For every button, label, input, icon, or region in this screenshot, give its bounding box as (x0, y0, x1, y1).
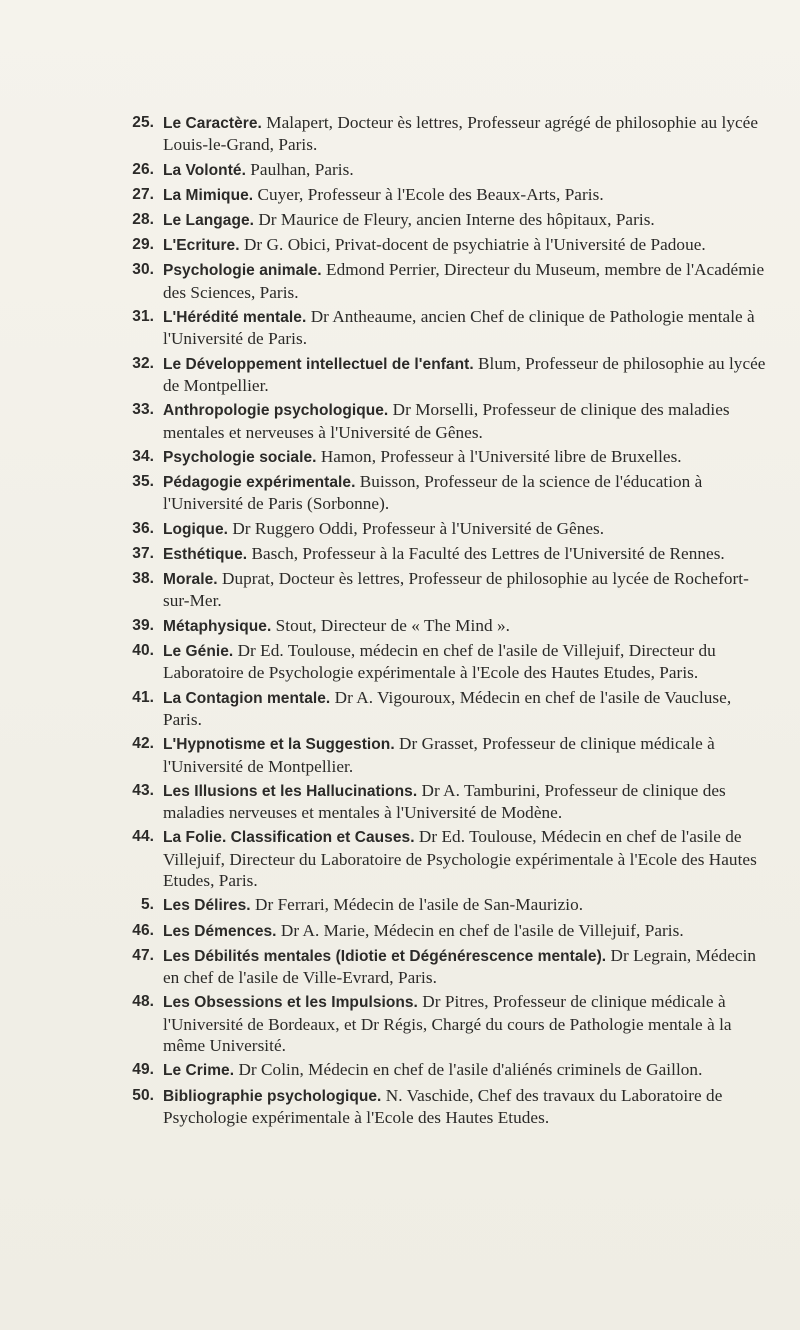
entry-number: 47. (132, 946, 154, 964)
entry-description: Basch, Professeur à la Faculté des Lettres de l'Université de Rennes. (251, 543, 725, 563)
entry-title: La Contagion mentale. (163, 689, 331, 707)
entry-number: 41. (132, 688, 154, 706)
entry-description: Dr Ed. Toulouse, Médecin en chef de l'asile de Villejuif, Directeur du Laboratoire de Psychologie expérimentale à l'Ecole des Hautes Etudes, Paris. (163, 827, 757, 891)
list-item (120, 112, 770, 156)
list-item (120, 259, 770, 303)
entry-description: Blum, Professeur de philosophie au lycée de Montpellier. (163, 353, 766, 396)
entry-description: N. Vaschide, Chef des travaux du Laboratoire de Psychologie expérimentale à l'Ecole des Hautes Etudes. (163, 1085, 723, 1127)
entry-title: Le Crime. (163, 1062, 235, 1080)
entry-description: Dr Morselli, Professeur de clinique des maladies mentales et nerveuses à l'Université de Gênes. (163, 400, 730, 442)
entry-number: 31. (132, 308, 154, 326)
entry-number: 28. (132, 211, 154, 229)
list-item (120, 640, 770, 684)
entry-title: La Volonté. (163, 161, 246, 179)
entry-number: 49. (132, 1061, 154, 1079)
entry-description: Stout, Directeur de « The Mind ». (275, 615, 510, 635)
list-item (120, 733, 770, 777)
series-list (120, 112, 770, 1131)
entry-number: 50. (132, 1086, 154, 1104)
list-item (120, 543, 770, 565)
entry-number: 40. (132, 641, 154, 659)
entry-title: Le Caractère. (163, 115, 262, 132)
entry-title: Esthétique. (163, 545, 248, 563)
entry-number: 48. (132, 993, 154, 1011)
entry-number: 33. (132, 401, 154, 419)
entry-title: La Folie. Classification et Causes. (163, 829, 415, 847)
list-item (120, 184, 770, 206)
entry-title: Les Débilités mentales (Idiotie et Dégénérescence mentale). (163, 947, 607, 965)
entry-description: Dr Ed. Toulouse, médecin en chef de l'asile de Villejuif, Directeur du Laboratoire de Psychologie expérimentale à l'Ecole des Hautes Etudes, Paris. (163, 640, 716, 683)
entry-title: Morale. (163, 571, 218, 589)
entry-number: 43. (132, 781, 154, 799)
entry-number: 46. (132, 921, 154, 939)
entry-description: Dr G. Obici, Privat-docent de psychiatrie à l'Université de Padoue. (243, 235, 706, 255)
list-item (120, 399, 770, 443)
list-item (120, 306, 770, 350)
list-item (120, 991, 770, 1056)
entry-description: Buisson, Professeur de la science de l'éducation à l'Université de Paris (Sorbonne). (163, 472, 703, 514)
entry-title: L'Ecriture. (163, 237, 240, 255)
entry-title: Anthropologie psychologique. (163, 402, 389, 420)
entry-description: Dr Ferrari, Médecin de l'asile de San-Maurizio. (254, 895, 584, 915)
entry-number: 32. (132, 354, 154, 372)
entry-title: Les Obsessions et les Impulsions. (163, 994, 418, 1012)
entry-description: Paulhan, Paris. (250, 159, 354, 179)
entry-title: Psychologie sociale. (163, 448, 317, 466)
list-item (120, 687, 770, 731)
list-item (120, 894, 770, 916)
list-item (120, 446, 770, 468)
list-item (120, 826, 770, 891)
entry-description: Dr Ruggero Oddi, Professeur à l'Université de Gênes. (232, 518, 605, 538)
entry-number: 29. (132, 236, 154, 254)
entry-description: Dr Grasset, Professeur de clinique médicale à l'Université de Montpellier. (163, 734, 715, 776)
list-item (120, 353, 770, 397)
entry-number: 5. (140, 896, 154, 914)
entry-title: La Mimique. (163, 186, 254, 204)
entry-title: Pédagogie expérimentale. (163, 474, 356, 492)
list-item (120, 234, 770, 256)
entry-description: Dr Legrain, Médecin en chef de l'asile de Ville-Evrard, Paris. (163, 945, 757, 988)
entry-title: Logique. (163, 520, 228, 538)
entry-number: 35. (132, 473, 154, 491)
entry-description: Dr A. Marie, Médecin en chef de l'asile de Villejuif, Paris. (280, 920, 684, 940)
entry-number: 44. (132, 828, 154, 846)
entry-description: Edmond Perrier, Directeur du Museum, membre de l'Académie des Sciences, Paris. (163, 260, 765, 302)
entry-number: 37. (132, 544, 154, 562)
entry-number: 36. (132, 519, 154, 537)
entry-number: 26. (132, 160, 154, 178)
list-item (120, 615, 770, 637)
entry-description: Hamon, Professeur à l'Université libre de Bruxelles. (320, 446, 682, 466)
list-item (120, 518, 770, 540)
entry-number: 39. (132, 616, 154, 634)
list-item (120, 1059, 770, 1081)
list-item (120, 1085, 770, 1129)
entry-number: 42. (132, 735, 154, 753)
entry-title: L'Hypnotisme et la Suggestion. (163, 736, 395, 754)
entry-title: Les Illusions et les Hallucinations. (163, 782, 418, 800)
entry-title: Le Langage. (163, 212, 254, 230)
entry-description: Cuyer, Professeur à l'Ecole des Beaux-Arts, Paris. (257, 184, 604, 204)
entry-title: Les Délires. (163, 897, 251, 915)
list-item (120, 209, 770, 231)
entry-number: 25. (132, 114, 154, 131)
entry-title: Psychologie animale. (163, 262, 322, 280)
entry-title: Métaphysique. (163, 617, 272, 635)
entry-description: Dr Pitres, Professeur de clinique médicale à l'Université de Bordeaux, et Dr Régis, Chargé du cours de Pathologie mentale à la même Université. (163, 992, 732, 1056)
entry-description: Duprat, Docteur ès lettres, Professeur de philosophie au lycée de Rochefort-sur-Mer. (163, 569, 749, 611)
list-item (120, 945, 770, 989)
entry-description: Dr Colin, Médecin en chef de l'asile d'aliénés criminels de Gaillon. (238, 1060, 703, 1080)
list-item (120, 568, 770, 612)
entry-description: Dr Antheaume, ancien Chef de clinique de Pathologie mentale à l'Université de Paris. (163, 307, 755, 349)
entry-title: Les Démences. (163, 922, 277, 940)
entry-number: 30. (132, 261, 154, 279)
entry-description: Dr A. Vigouroux, Médecin en chef de l'asile de Vaucluse, Paris. (163, 687, 732, 729)
entry-description: Dr Maurice de Fleury, ancien Interne des hôpitaux, Paris. (258, 210, 655, 230)
list-item (120, 159, 770, 181)
list-item (120, 920, 770, 942)
list-item (120, 471, 770, 515)
entry-title: Bibliographie psychologique. (163, 1087, 382, 1105)
entry-number: 34. (132, 447, 154, 465)
entry-description: Dr A. Tamburini, Professeur de clinique des maladies nerveuses et mentales à l'Université de Modène. (163, 780, 726, 823)
entry-number: 38. (132, 570, 154, 588)
list-item (120, 780, 770, 824)
entry-title: Le Développement intellectuel de l'enfant. (163, 355, 474, 373)
entry-number: 27. (132, 185, 154, 203)
entry-title: Le Génie. (163, 642, 234, 660)
entry-title: L'Hérédité mentale. (163, 309, 307, 327)
entry-description: Malapert, Docteur ès lettres, Professeur agrégé de philosophie au lycée Louis-le-Grand, Paris. (163, 113, 759, 155)
